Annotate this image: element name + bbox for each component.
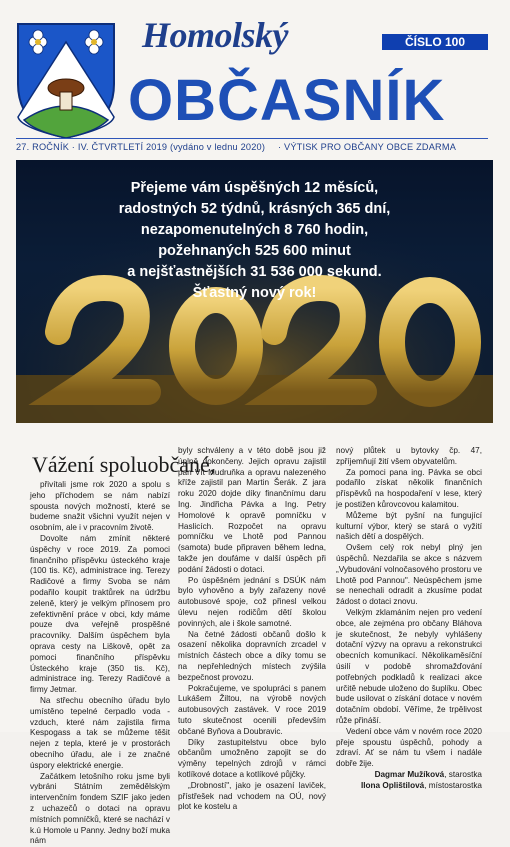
paragraph: Na četné žádosti občanů došlo k osazení několika dopravních zrcadel v místních částech obce a díky tomu se na nepřehledných místech zvýšila bezpečnost provozu. <box>178 629 326 682</box>
greeting-line: nezapomenutelných 8 760 hodin, <box>140 222 369 238</box>
greeting-line: Přejeme vám úspěšných 12 měsíců, <box>130 180 379 196</box>
signature-deputy <box>336 781 482 792</box>
paragraph: nový plůtek u bytovky čp. 47, zpříjemňují žití všem obyvatelům. <box>336 446 482 466</box>
paragraph: Velkým zklamáním nejen pro vedení obce, ale zejména pro občany Bláhova je skutečnost, že nebyly vyhlášeny dotační výzvy na opravu a rekonstrukci obecních komunikací. Několikaměsíční úsilí v podobě shromažďování potřebných podkladů k realizaci akce určitě nebude uloženo do šuplíku. Obec bude usilovat o získání dotace v novém dotačním období. Věříme, že trpělivost růže přináší. <box>336 607 482 725</box>
paragraph: Vedení obce vám v novém roce 2020 přeje spoustu úspěchů, pohody a zdraví. Ať se nám tu všem i nadále dobře žije. <box>336 726 482 769</box>
article-column-1 <box>30 480 170 847</box>
paragraph: Díky zastupitelstvu obce bylo občanům umožněno zapojit se do výměny tepelných zdrojů v rámci kotlíkové dotace a kotlíkové půjčky. <box>178 737 326 779</box>
article-column-2 <box>178 446 326 813</box>
issue-meta-right: · VÝTISK PRO OBČANY OBCE ZDARMA <box>278 142 457 152</box>
paragraph: Za pomoci pana ing. Pávka se obci podařilo získat několik finančních příspěvků na hospodaření v lese, který je postižen kůrovcovou kalamitou. <box>336 467 482 509</box>
masthead-title-main: OBČASNÍK <box>128 68 446 133</box>
new-year-greeting <box>16 178 493 304</box>
signature-role: , místostarostka <box>424 780 482 790</box>
greeting-line: a nejšťastnějších 31 536 000 sekund. <box>127 264 382 280</box>
issue-meta <box>16 142 492 152</box>
issue-meta-left: 27. ROČNÍK · IV. ČTVRTLETÍ 2019 (vydáno v lednu 2020) <box>16 142 266 152</box>
new-year-hero-image <box>16 160 493 423</box>
paragraph: přivítali jsme rok 2020 a spolu s jeho příchodem se nám nabízí spousta nových možností, které se budeme snažit všichni využít nejen v osobním, ale i v pracovním životě. <box>30 480 170 533</box>
signature-mayor <box>336 770 482 781</box>
paragraph: „Drobností", jako je osazení laviček, přístřešek nad vchodem na OÚ, nový plot ke kostelu a <box>178 780 326 812</box>
paragraph: Začátkem letošního roku jsme byli vybráni Státním zemědělským intervenčním fondem SZIF jako jeden z uchazečů o dotaci na opravu místních pomníčků, které se nachází v k.ú Homole u Panny. Jedny boží muka nám <box>30 771 170 846</box>
paragraph: Pokračujeme, ve spolupráci s panem Lukášem Žiltou, na výrobě nových autobusových zastávek. V roce 2019 tuto skutečnost ocenili především občané Byňova a Doubravic. <box>178 683 326 736</box>
article-headline: Vážení spoluobčané, <box>32 452 216 477</box>
masthead-rule <box>16 138 488 139</box>
masthead-title-top: Homolský <box>142 15 288 55</box>
signature-name: Ilona Oplištilová <box>360 780 425 790</box>
paragraph: Ovšem celý rok nebyl plný jen úspěchů. Nezdařila se akce s názvem „Vybudování volnočasového prostoru ve Lhotě pod Pannou". Neúspěchem jsme se nenechali odradit a zkusíme podat žádost o dotaci znovu. <box>336 543 482 607</box>
greeting-line: Šťastný nový rok! <box>192 285 317 301</box>
article-column-3 <box>336 446 482 792</box>
greeting-line: požehnaných 525 600 minut <box>158 243 351 259</box>
issue-number-badge: ČÍSLO 100 <box>382 34 488 50</box>
signature-role: , starostka <box>444 769 482 779</box>
signature-name: Dagmar Mužíková <box>374 769 445 779</box>
village-crest-icon <box>16 22 116 140</box>
paragraph: Po úspěšném jednání s DSÚK nám bylo vyhověno a byly zařazeny nové autobusové spoje, což přinesl velkou úlevu nejen rodičům dětí školou povinných, ale i škole samotné. <box>178 575 326 628</box>
paragraph: byly schváleny a v této době jsou již úplně dokončeny. Jejich opravu zajistil pan Vít Mudruňka a opravu nalezeného kříže zajistil pan Martin Šerák. Z jara roku 2020 dojde díky finančnímu daru Ing. Jindřicha Pávka a Ing. Petry Homolové k opravě pomníčku v Haslicích. Rozpočet na opravu pomníčku ve Lhotě pod Pannou (samota) bude připraven během ledna, takže jen doufáme v další úspěch při podání žádosti o dotaci. <box>178 446 326 574</box>
paragraph: Můžeme být pyšní na fungující kulturní výbor, který se stará o vyžití našich dětí a dospělých. <box>336 510 482 542</box>
paragraph: Na střechu obecního úřadu bylo umístěno tepelné čerpadlo voda - vzduch, které nám zajistila firma Kespogass a tak se můžeme těšit nejen z tepla, které je v prostorách obecního úřadu, ale i ze značné úspory elektrické energie. <box>30 695 170 770</box>
greeting-line: radostných 52 týdnů, krásných 365 dní, <box>118 201 391 217</box>
paragraph: Dovolte nám zmínit některé úspěchy v roce 2019. Za pomoci finančního příspěvku ústeckého kraje (100 tis. Kč), administrace ing. Terezy Radičové a firmy Svoba se nám podařilo koupit traktůrek na údržbu zeleně, který je velkým přínosem pro zefektivnění práce v obci, kdy máme pouze dva veřejně prospěšné pracovníky. Dalším úspěchem byla oprava cesty na Liškově, opět za pomoci finančního příspěvku Ústeckého kraje (350 tis. Kč), administrace ing. Terezy Radičové a firmy Jetmar. <box>30 533 170 695</box>
